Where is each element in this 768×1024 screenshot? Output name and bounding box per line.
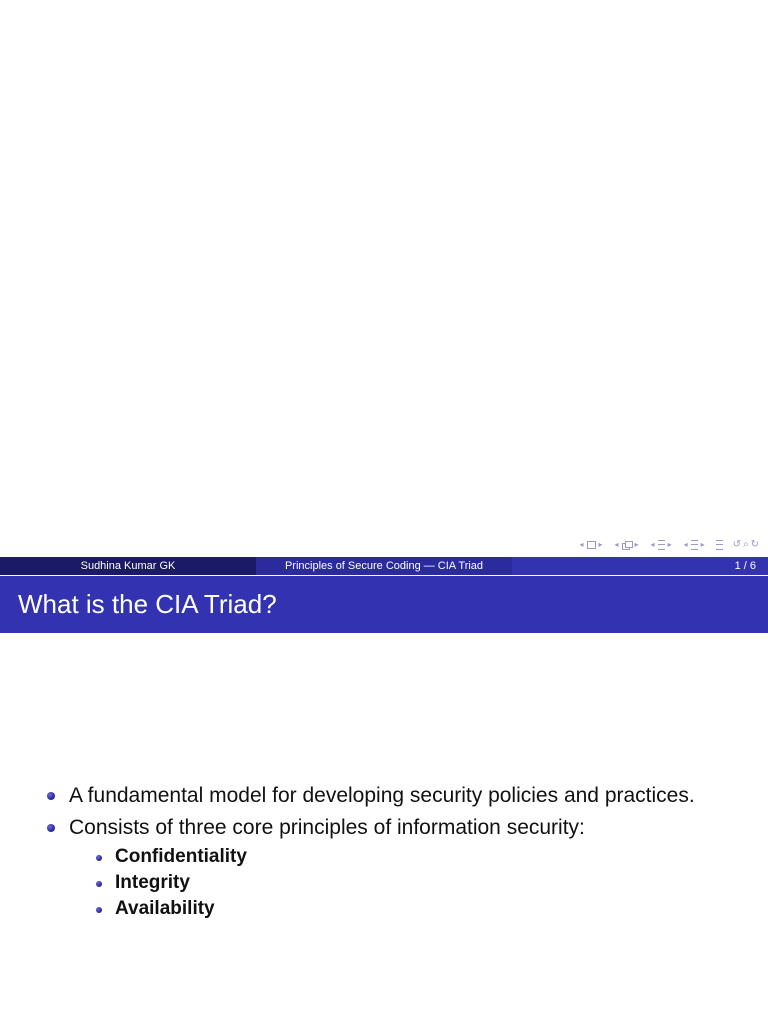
- sub-bullet-confidentiality: [92, 844, 768, 870]
- nav-search-icon[interactable]: ⌕: [743, 539, 749, 550]
- sub-bullet-icon: [96, 855, 102, 861]
- nav-left-arrow-icon[interactable]: ◂: [579, 540, 584, 549]
- sub-bullet-text: Confidentiality: [115, 846, 247, 867]
- footer-page-number: 1 / 6: [512, 557, 768, 575]
- nav-misc-group: [732, 538, 760, 552]
- bullet-icon: [47, 792, 55, 800]
- bullet-text: Consists of three core principles of information security:: [69, 816, 585, 839]
- nav-align-icon[interactable]: [716, 540, 723, 550]
- sub-bullet-availability: [92, 896, 768, 922]
- nav-section-group: [682, 538, 707, 552]
- bullet-list: [0, 780, 768, 922]
- bullet-item-principles: [46, 812, 768, 922]
- footer-short-title: Principles of Secure Coding — CIA Triad: [256, 557, 512, 575]
- sub-bullet-text: Availability: [115, 898, 215, 919]
- nav-frame-group: [613, 538, 641, 552]
- footer-author: Sudhina Kumar GK: [0, 557, 256, 575]
- nav-subsection-left-arrow-icon[interactable]: ◂: [650, 540, 655, 549]
- slide-title: What is the CIA Triad?: [18, 589, 277, 619]
- sub-bullet-icon: [96, 881, 102, 887]
- bullet-text: A fundamental model for developing security policies and practices.: [69, 784, 695, 807]
- nav-forward-icon[interactable]: ↻: [750, 539, 759, 550]
- nav-align-group: [715, 540, 724, 550]
- nav-frame-icon[interactable]: [622, 541, 632, 549]
- nav-back-icon[interactable]: ↺: [732, 539, 741, 550]
- nav-subsection-group: [649, 538, 674, 552]
- bullet-icon: [47, 824, 55, 832]
- nav-frame-right-arrow-icon[interactable]: ▸: [634, 540, 639, 549]
- nav-section-left-arrow-icon[interactable]: ◂: [683, 540, 688, 549]
- nav-slide-group: [577, 538, 604, 552]
- nav-slide-icon[interactable]: [587, 541, 596, 549]
- beamer-navigation-bar: [569, 538, 760, 552]
- nav-frame-left-arrow-icon[interactable]: ◂: [614, 540, 619, 549]
- frame-title-bar: [0, 576, 768, 633]
- sub-bullet-text: Integrity: [115, 872, 190, 893]
- nav-right-arrow-icon[interactable]: ▸: [598, 540, 603, 549]
- sub-bullet-integrity: [92, 870, 768, 896]
- nav-subsection-icon[interactable]: [658, 540, 665, 550]
- nav-section-right-arrow-icon[interactable]: ▸: [700, 540, 705, 549]
- sub-bullet-list: [69, 844, 768, 922]
- bullet-item-model: [46, 780, 768, 812]
- nav-section-icon[interactable]: [691, 540, 698, 550]
- slide-content: [0, 780, 768, 922]
- sub-bullet-icon: [96, 907, 102, 913]
- nav-subsection-right-arrow-icon[interactable]: ▸: [667, 540, 672, 549]
- footline: [0, 557, 768, 575]
